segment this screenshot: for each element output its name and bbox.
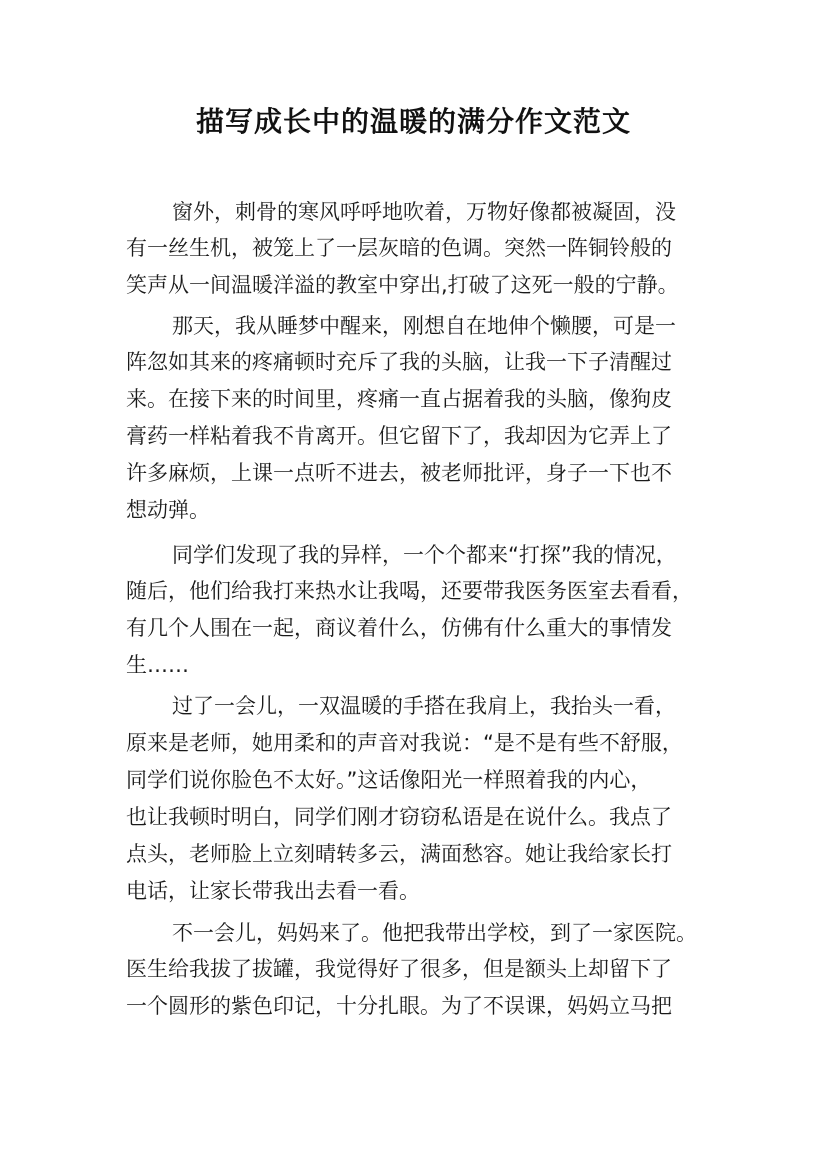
page-title: 描写成长中的温暖的满分作文范文 <box>195 105 631 138</box>
text-line: 窗外，刺骨的寒风呼呼地吹着，万物好像都被凝固，没 <box>172 200 676 224</box>
text-line: 点头，老师脸上立刻晴转多云，满面愁容。她让我给家长打 <box>126 842 672 866</box>
text-line: 那天，我从睡梦中醒来，刚想自在地伸个懒腰，可是一 <box>172 314 676 338</box>
text-line: 同学们说你脸色不太好。”这话像阳光一样照着我的内心， <box>126 768 652 792</box>
text-line: 阵忽如其来的疼痛顿时充斥了我的头脑，让我一下子清醒过 <box>126 350 672 374</box>
text-line: 有几个人围在一起，商议着什么，仿佛有什么重大的事情发 <box>126 616 672 640</box>
text-line: 原来是老师，她用柔和的声音对我说：“是不是有些不舒服， <box>126 731 683 755</box>
text-line: 笑声从一间温暖洋溢的教室中穿出,打破了这死一般的宁静。 <box>126 273 679 297</box>
text-line: 来。在接下来的时间里，疼痛一直占据着我的头脑，像狗皮 <box>126 387 672 411</box>
text-line: 同学们发现了我的异样，一个个都来“打探”我的情况， <box>172 543 677 567</box>
text-line: 医生给我拔了拔罐，我觉得好了很多，但是额头上却留下了 <box>126 957 672 981</box>
text-line: 膏药一样粘着我不肯离开。但它留下了，我却因为它弄上了 <box>126 424 672 448</box>
text-line: 许多麻烦，上课一点听不进去，被老师批评，身子一下也不 <box>126 461 672 485</box>
text-line: 想动弹。 <box>126 498 210 522</box>
text-line: 生…… <box>126 653 189 677</box>
text-line: 一个圆形的紫色印记，十分扎眼。为了不误课，妈妈立马把 <box>126 994 672 1018</box>
text-line: 电话，让家长带我出去看一看。 <box>126 879 420 903</box>
text-line: 有一丝生机，被笼上了一层灰暗的色调。突然一阵铜铃般的 <box>126 236 672 260</box>
text-line: 也让我顿时明白，同学们刚才窃窃私语是在说什么。我点了 <box>126 805 672 829</box>
text-line: 过了一会儿，一双温暖的手搭在我肩上，我抬头一看， <box>172 694 676 718</box>
text-line: 不一会儿，妈妈来了。他把我带出学校，到了一家医院。 <box>172 921 697 945</box>
text-line: 随后，他们给我打来热水让我喝，还要带我医务医室去看看， <box>126 579 693 603</box>
